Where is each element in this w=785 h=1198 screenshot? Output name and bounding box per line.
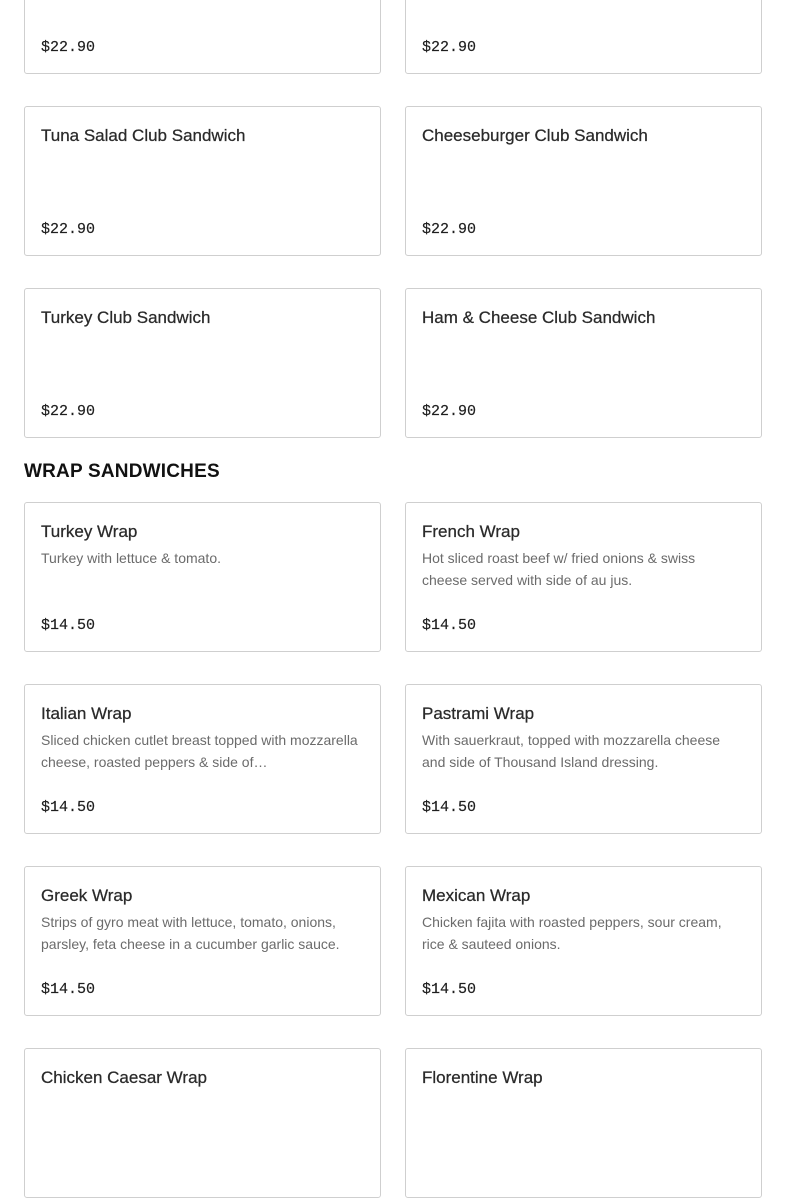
- menu-item-title: French Wrap: [422, 522, 520, 541]
- menu-item-price: $22.90: [41, 221, 96, 238]
- menu-item-title: Turkey Wrap: [41, 522, 138, 541]
- menu-item-title: Chicken Caesar Wrap: [41, 1068, 207, 1087]
- menu-item-card[interactable]: [405, 684, 762, 834]
- menu-item-description: With sauerkraut, topped with mozzarella cheese and side of Thousand Island dressing.: [422, 732, 721, 770]
- menu-item-price: $22.90: [41, 39, 96, 56]
- menu-item-title: Italian Wrap: [41, 704, 132, 723]
- menu-item-card[interactable]: [405, 1048, 762, 1198]
- menu-item-description: Chicken fajita with roasted peppers, sour cream, rice & sauteed onions.: [422, 914, 722, 952]
- menu-item-card[interactable]: [24, 288, 381, 438]
- menu-item-card[interactable]: [24, 866, 381, 1016]
- menu-item-price: $14.50: [422, 799, 477, 816]
- menu-item-title: Pastrami Wrap: [422, 704, 535, 723]
- menu-item-card[interactable]: [24, 106, 381, 256]
- menu-item-card[interactable]: [405, 0, 762, 74]
- menu-item-title: Turkey Club Sandwich: [41, 308, 211, 327]
- menu-item-price: $14.50: [41, 617, 96, 634]
- menu-item-card[interactable]: [405, 866, 762, 1016]
- menu-item-card[interactable]: [405, 502, 762, 652]
- menu-item-description: Strips of gyro meat with lettuce, tomato, onions, parsley, feta cheese in a cucumber garlic sauce.: [41, 914, 340, 952]
- menu-item-title: Greek Wrap: [41, 886, 133, 905]
- menu-item-price: $14.50: [422, 981, 477, 998]
- menu-item-title: Tuna Salad Club Sandwich: [41, 126, 246, 145]
- menu-item-price: $22.90: [422, 39, 477, 56]
- menu-item-card[interactable]: [405, 288, 762, 438]
- menu-item-card[interactable]: [24, 1048, 381, 1198]
- menu-item-description: Sliced chicken cutlet breast topped with mozzarella cheese, roasted peppers & side of…: [41, 732, 358, 770]
- section-heading: WRAP SANDWICHES: [24, 461, 220, 482]
- menu-item-card[interactable]: [24, 502, 381, 652]
- menu-item-card[interactable]: [24, 684, 381, 834]
- menu-item-title: Florentine Wrap: [422, 1068, 543, 1087]
- menu-item-price: $22.90: [422, 403, 477, 420]
- menu-item-price: $14.50: [41, 981, 96, 998]
- menu-item-card[interactable]: [405, 106, 762, 256]
- menu-item-title: Cheeseburger Club Sandwich: [422, 126, 648, 145]
- menu-item-price: $14.50: [422, 617, 477, 634]
- menu-item-title: Ham & Cheese Club Sandwich: [422, 308, 656, 327]
- menu-item-card[interactable]: [24, 0, 381, 74]
- menu-item-price: $22.90: [422, 221, 477, 238]
- menu-item-description: Turkey with lettuce & tomato.: [41, 550, 221, 566]
- menu-item-price: $22.90: [41, 403, 96, 420]
- menu-item-description: Hot sliced roast beef w/ fried onions & swiss cheese served with side of au jus.: [422, 550, 696, 588]
- menu-item-price: $14.50: [41, 799, 96, 816]
- menu-item-title: Mexican Wrap: [422, 886, 531, 905]
